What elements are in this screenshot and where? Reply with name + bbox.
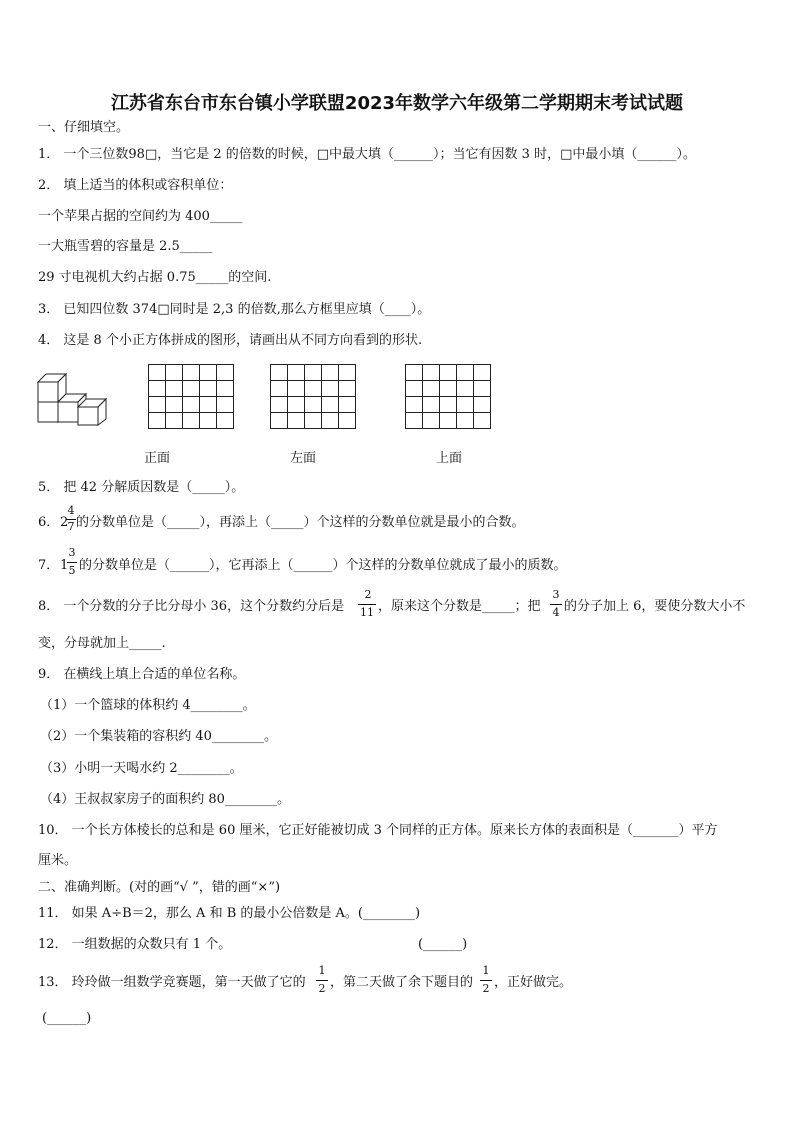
- grid-left-view[interactable]: [270, 364, 356, 429]
- question-7-denominator: 5: [68, 564, 76, 577]
- question-1: 1． 一个三位数98□，当它是 2 的倍数的时候，□中最大填（______）；当它有因数 3 时，□中最小填（______）。: [38, 147, 696, 162]
- question-9-item-2: （2）一个集装箱的容积约 40________。: [40, 729, 277, 744]
- question-6-text: 的分数单位是（_____），再添上（_____）个这样的分数单位就是最小的合数。: [76, 515, 525, 530]
- question-13-f2-bar: [480, 980, 492, 981]
- question-6-numerator: 4: [67, 504, 75, 517]
- question-11: 11． 如果 A÷B＝2，那么 A 和 B 的最小公倍数是 A。(________): [38, 906, 421, 921]
- section-heading-judge: 二、准确判断。(对的画“√ ”，错的画“×”): [38, 880, 281, 895]
- question-7-text: 的分数单位是（______），它再添上（______）个这样的分数单位就成了最小的质数。: [79, 558, 567, 573]
- page-title: 江苏省东台市东台镇小学联盟2023年数学六年级第二学期期末考试试题: [110, 93, 684, 114]
- grid-top-view[interactable]: [405, 364, 491, 429]
- question-8-f1-bar: [358, 604, 376, 605]
- question-7-prefix: 7．: [38, 558, 60, 573]
- question-4-stem: 4． 这是 8 个小正方体拼成的图形，请画出从不同方向看到的形状.: [38, 333, 423, 348]
- question-2-b: 一大瓶雪碧的容量是 2.5_____: [38, 239, 213, 254]
- question-12: 12． 一组数据的众数只有 1 个。: [38, 937, 232, 952]
- question-6-prefix: 6．: [38, 515, 60, 530]
- question-8-part2: ，原来这个分数是_____；把: [378, 599, 541, 614]
- question-8-line2: 变，分母就加上_____.: [38, 636, 166, 651]
- question-13-part3: ，正好做完。: [494, 975, 573, 990]
- question-8-f2-bar: [550, 604, 562, 605]
- question-8-part3: 的分子加上 6，要使分数大小不: [564, 599, 746, 614]
- question-9-item-1: （1）一个篮球的体积约 4________。: [40, 698, 256, 713]
- question-12-blank[interactable]: (______): [418, 937, 468, 952]
- question-6-denominator: 7: [67, 520, 75, 533]
- question-2-stem: 2． 填上适当的体积或容积单位：: [38, 178, 233, 193]
- question-2-c: 29 寸电视机大约占据 0.75_____的空间.: [38, 270, 272, 285]
- question-10-line1: 10． 一个长方体棱长的总和是 60 厘米，它正好能被切成 3 个同样的正方体。原来长方体的表面积是（_______）平方: [38, 823, 718, 838]
- question-13-f1-denominator: 2: [318, 982, 326, 995]
- question-13-f1-numerator: 1: [318, 964, 326, 977]
- section-heading-fill-blank: 一、仔细填空。: [38, 120, 130, 135]
- question-13-f1-bar: [316, 980, 328, 981]
- label-left: 左面: [290, 451, 317, 466]
- question-9-stem: 9． 在横线上填上合适的单位名称。: [38, 667, 246, 682]
- question-13-part1: 13． 玲玲做一组数学竞赛题，第一天做了它的: [38, 975, 306, 990]
- question-6-whole: 2: [60, 515, 69, 530]
- question-8-f2-numerator: 3: [552, 588, 560, 601]
- question-13-part2: ，第二天做了余下题目的: [330, 975, 474, 990]
- question-9-item-3: （3）小明一天喝水约 2________。: [40, 761, 243, 776]
- question-8-part1: 8． 一个分数的分子比分母小 36，这个分数约分后是: [38, 599, 345, 614]
- cube-figure: [36, 367, 118, 427]
- question-10-line2: 厘米。: [38, 853, 78, 868]
- question-3: 3． 已知四位数 374□同时是 2,3 的倍数,那么方框里应填（____）。: [38, 302, 431, 317]
- label-front: 正面: [144, 451, 171, 466]
- question-7-fraction-bar: [67, 562, 77, 563]
- question-8-f1-numerator: 2: [364, 588, 372, 601]
- question-7-numerator: 3: [68, 546, 76, 559]
- question-13-blank[interactable]: (______): [42, 1011, 92, 1026]
- question-5: 5． 把 42 分解质因数是（_____）。: [38, 480, 245, 495]
- question-7-whole: 1: [60, 558, 69, 573]
- question-9-item-4: （4）王叔叔家房子的面积约 80________。: [40, 792, 290, 807]
- question-8-f2-denominator: 4: [552, 606, 560, 619]
- question-2-a: 一个苹果占据的空间约为 400_____: [38, 209, 243, 224]
- label-top: 上面: [436, 451, 463, 466]
- question-8-f1-denominator: 11: [360, 606, 374, 619]
- question-13-f2-denominator: 2: [482, 982, 490, 995]
- grid-front-view[interactable]: [148, 364, 234, 429]
- question-13-f2-numerator: 1: [482, 964, 490, 977]
